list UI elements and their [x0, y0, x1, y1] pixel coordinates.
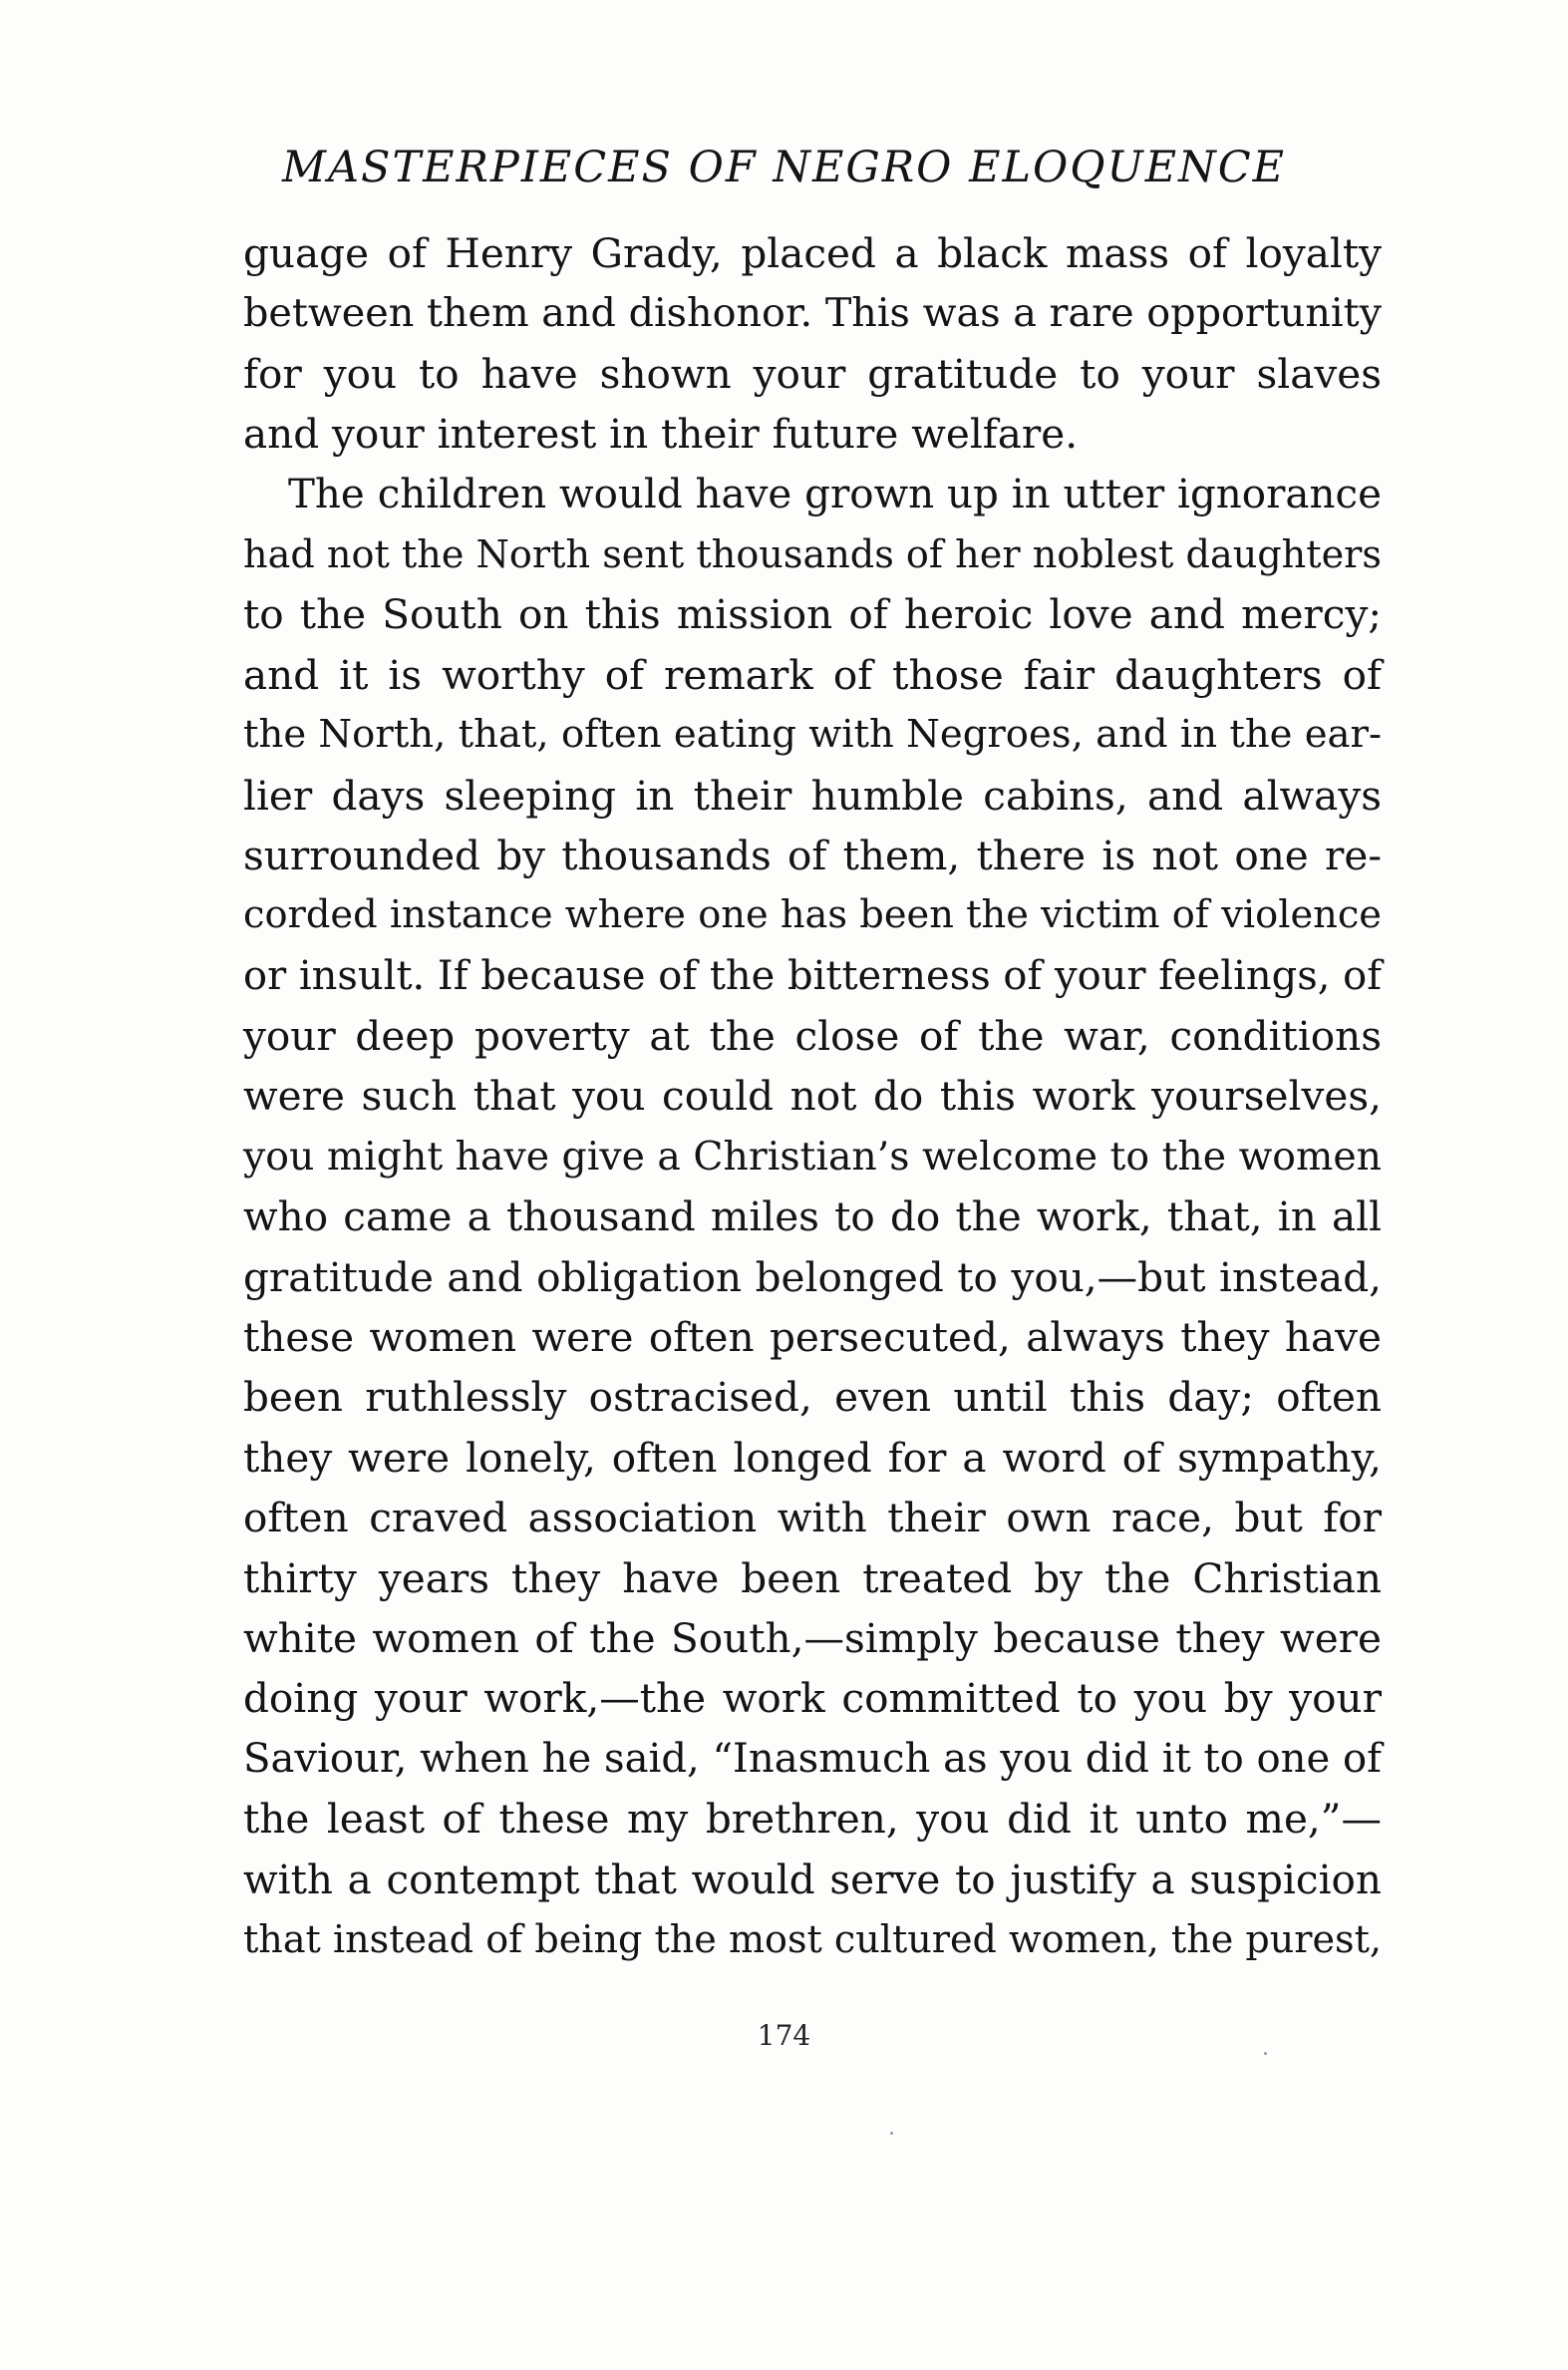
- text-line: doing your work,—the work committed to you by your: [243, 1674, 1382, 1723]
- body-text: [243, 223, 1382, 1969]
- text-line: or insult. If because of the bitterness of your feelings, of: [243, 952, 1382, 999]
- paper-speck: [1264, 2052, 1267, 2055]
- text-line: lier days sleeping in their humble cabins, and always: [243, 771, 1382, 820]
- text-line: been ruthlessly ostracised, even until this day; often: [243, 1373, 1382, 1422]
- text-line: the North, that, often eating with Negroes, and in the ear-: [243, 712, 1382, 758]
- text-line: who came a thousand miles to do the work, that, in all: [243, 1192, 1382, 1241]
- text-line: surrounded by thousands of them, there is not one re-: [243, 831, 1382, 879]
- text-line: thirty years they have been treated by the Christian: [243, 1553, 1382, 1602]
- text-line: and it is worthy of remark of those fair daughters of: [243, 650, 1382, 699]
- text-line: Saviour, when he said, “Inasmuch as you did it to one of: [243, 1735, 1382, 1782]
- text-line: white women of the South,—simply because they were: [243, 1613, 1382, 1662]
- text-line: were such that you could not do this work yourselves,: [243, 1072, 1382, 1121]
- text-line: that instead of being the most cultured women, the purest,: [243, 1916, 1382, 1961]
- text-line: your deep poverty at the close of the war, conditions: [243, 1012, 1382, 1061]
- running-head: MASTERPIECES OF NEGRO ELOQUENCE: [281, 143, 1287, 192]
- text-line: corded instance where one has been the victim of violence: [243, 892, 1382, 938]
- text-line: between them and dishonor. This was a rare opportunity: [243, 290, 1382, 337]
- text-line: often craved association with their own race, but for: [243, 1494, 1382, 1542]
- text-line: they were lonely, often longed for a word of sympathy,: [243, 1433, 1382, 1482]
- text-line: these women were often persecuted, always they have: [243, 1313, 1382, 1362]
- text-line: and your interest in their future welfare.: [243, 410, 1079, 459]
- text-line: you might have give a Christian’s welcome to the women: [243, 1133, 1382, 1180]
- text-line: gratitude and obligation belonged to you,—but instead,: [243, 1252, 1382, 1301]
- text-line: The children would have grown up in utter ignorance: [288, 470, 1382, 517]
- text-line: the least of these my brethren, you did it unto me,”—: [243, 1795, 1382, 1844]
- text-line: to the South on this mission of heroic love and mercy;: [243, 590, 1382, 639]
- text-line: with a contempt that would serve to justify a suspicion: [243, 1855, 1382, 1903]
- text-line: had not the North sent thousands of her noblest daughters: [243, 531, 1382, 576]
- text-line: for you to have shown your gratitude to your slaves: [243, 349, 1382, 398]
- text-line: guage of Henry Grady, placed a black mass of loyalty: [243, 229, 1382, 277]
- page-number: 174: [757, 2019, 811, 2052]
- paper-speck: [890, 2132, 893, 2135]
